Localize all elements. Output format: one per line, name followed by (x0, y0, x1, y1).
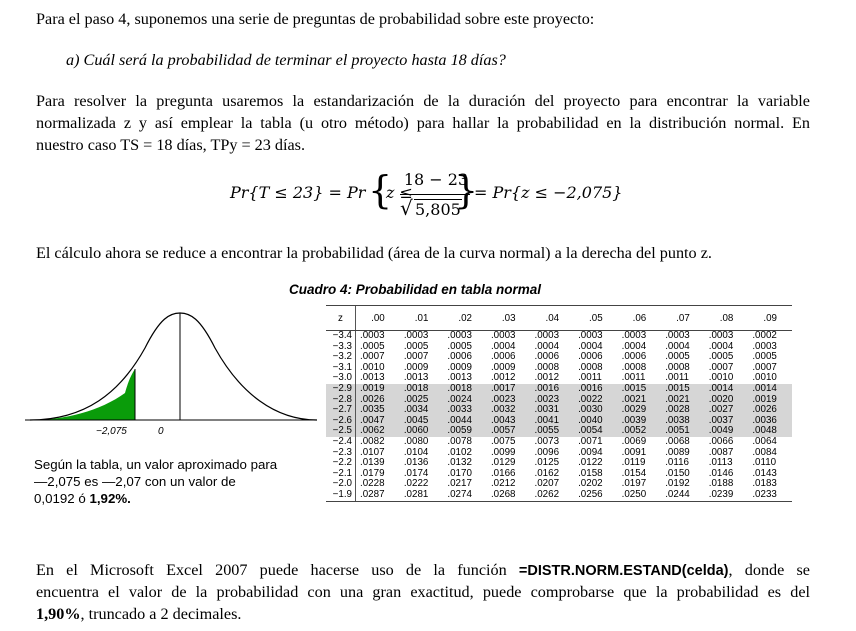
normal-curve-figure (25, 303, 317, 453)
probability-cell: .0015 (618, 384, 662, 395)
table-body (326, 331, 792, 502)
probability-cell: .0012 (534, 372, 560, 384)
probability-cell: .0039 (618, 416, 662, 427)
probability-cell: .0016 (574, 384, 618, 395)
probability-cell: .0010 (752, 372, 777, 384)
para2-text: El cálculo ahora se reduce a encontrar la probabilidad (área de la curva normal) a la derecha del punto z. (36, 244, 712, 262)
para3-line3-rest: , truncado a 2 decimales. (80, 605, 242, 623)
probability-cell: .0007 (708, 361, 734, 373)
note-line3 (34, 490, 277, 507)
probability-cell: .0006 (447, 351, 472, 363)
table-note (34, 456, 277, 507)
probability-cell: .0132 (447, 457, 472, 469)
table-row (326, 490, 792, 501)
left-tail-area (30, 369, 135, 420)
probability-cell: .0003 (665, 330, 690, 341)
probability-cell: .0091 (621, 446, 647, 458)
para3-line3 (36, 603, 241, 626)
probability-cell: .0150 (665, 467, 690, 479)
probability-cell: .0003 (578, 330, 603, 341)
probability-cell: .0037 (705, 416, 749, 427)
probability-cell: .0004 (665, 340, 690, 352)
probability-cell: .0013 (356, 373, 400, 384)
probability-cell: .0003 (447, 330, 472, 341)
probability-cell: .0007 (403, 351, 429, 363)
probability-cell: .0005 (447, 340, 472, 352)
formula-open-brace: { (368, 168, 393, 212)
probability-cell: .0026 (356, 395, 400, 406)
formula-lhs: Pr{T ≤ 23} = Pr (230, 183, 366, 202)
probability-cell: .0008 (578, 361, 603, 373)
probability-cell: .0008 (621, 361, 647, 373)
probability-cell: .0099 (490, 446, 516, 458)
probability-cell: .0207 (534, 478, 560, 490)
probability-cell: .0250 (618, 490, 662, 501)
column-header: .05 (574, 306, 618, 331)
probability-cell: .0040 (574, 416, 618, 427)
excel-result: 1,90% (36, 605, 81, 623)
probability-cell: .0012 (490, 372, 516, 384)
probability-cell: .0158 (578, 467, 603, 479)
probability-cell: .0080 (403, 435, 429, 447)
probability-cell: .0006 (621, 351, 647, 363)
intro-text: Para el paso 4, suponemos una serie de preguntas de probabilidad sobre este proyecto: (36, 10, 595, 28)
probability-cell: .0228 (356, 479, 400, 490)
probability-cell: .0005 (665, 351, 690, 363)
probability-cell: .0057 (487, 426, 531, 437)
z-value-cell: −3.1 (332, 361, 352, 373)
probability-cell: .0036 (748, 416, 792, 427)
probability-cell: .0003 (621, 330, 647, 341)
probability-cell: .0192 (665, 478, 690, 490)
probability-cell: .0268 (487, 490, 531, 501)
z-value-cell: −3.0 (332, 372, 352, 384)
probability-cell: .0014 (705, 384, 749, 395)
column-header: .02 (443, 306, 487, 331)
probability-cell: .0162 (534, 467, 560, 479)
probability-cell: .0129 (490, 457, 516, 469)
probability-formula (230, 168, 650, 228)
probability-cell: .0146 (708, 467, 734, 479)
probability-cell: .0113 (708, 457, 733, 469)
probability-cell: .0023 (487, 395, 531, 406)
probability-cell: .0008 (534, 361, 560, 373)
probability-cell: .0068 (665, 435, 690, 447)
probability-cell: .0082 (356, 437, 400, 448)
probability-cell: .0003 (708, 330, 734, 341)
probability-cell: .0018 (400, 384, 444, 395)
z-value-cell: −3.2 (332, 351, 352, 363)
probability-cell: .0004 (621, 340, 647, 352)
column-header: z (326, 306, 356, 331)
z-value-cell: −2.5 (326, 426, 356, 437)
para3-line1-c: , donde se (728, 561, 810, 579)
probability-cell: .0005 (403, 340, 429, 352)
probability-cell: .0062 (356, 426, 400, 437)
column-header: .03 (487, 306, 531, 331)
bell-curve-line (30, 313, 317, 420)
probability-cell: .0011 (665, 372, 689, 384)
probability-cell: .0023 (531, 395, 575, 406)
probability-cell: .0197 (621, 478, 647, 490)
probability-cell: .0122 (578, 457, 603, 469)
z-value-cell: −2.4 (332, 435, 352, 447)
probability-cell: .0069 (621, 435, 647, 447)
probability-cell: .0003 (534, 330, 560, 341)
probability-cell: .0025 (400, 395, 444, 406)
probability-cell: .0073 (534, 435, 560, 447)
column-header: .00 (356, 306, 400, 331)
z-value-cell: −1.9 (326, 490, 356, 501)
probability-cell: .0020 (705, 395, 749, 406)
probability-cell: .0010 (356, 363, 400, 374)
para1-line2: normalizada z y así emplear la tabla (u otro método) para hallar la probabilidad en la distribución normal. En (36, 114, 810, 132)
probability-cell: .0005 (708, 351, 734, 363)
probability-cell: .0010 (708, 372, 734, 384)
table-row (326, 331, 792, 342)
probability-cell: .0139 (356, 458, 400, 469)
probability-cell: .0038 (661, 416, 705, 427)
probability-cell: .0006 (534, 351, 560, 363)
probability-cell: .0054 (574, 426, 618, 437)
probability-cell: .0087 (708, 446, 734, 458)
probability-cell: .0003 (490, 330, 516, 341)
probability-cell: .0009 (403, 361, 429, 373)
z-value-cell: −3.4 (332, 330, 352, 341)
probability-cell: .0005 (356, 342, 400, 353)
z-value-cell: −2.6 (326, 416, 356, 427)
probability-cell: .0202 (578, 478, 603, 490)
probability-cell: .0104 (403, 446, 429, 458)
column-header: .07 (661, 306, 705, 331)
probability-cell: .0034 (400, 405, 444, 416)
z-value-cell: −2.8 (326, 395, 356, 406)
probability-cell: .0110 (752, 457, 777, 469)
probability-cell: .0017 (487, 384, 531, 395)
probability-cell: .0004 (534, 340, 560, 352)
probability-cell: .0212 (490, 478, 516, 490)
zero-label: 0 (158, 426, 164, 437)
probability-cell: .0075 (490, 435, 516, 447)
probability-cell: .0007 (356, 352, 400, 363)
probability-cell: .0078 (447, 435, 472, 447)
probability-cell: .0004 (708, 340, 734, 352)
table-header-row (326, 306, 792, 331)
probability-cell: .0094 (578, 446, 603, 458)
probability-cell: .0047 (356, 416, 400, 427)
probability-cell: .0166 (490, 467, 516, 479)
probability-cell: .0059 (443, 426, 487, 437)
probability-cell: .0035 (356, 405, 400, 416)
probability-cell: .0287 (356, 490, 400, 501)
probability-cell: .0089 (665, 446, 690, 458)
column-header: .04 (531, 306, 575, 331)
column-header: .09 (748, 306, 792, 331)
probability-cell: .0009 (447, 361, 472, 373)
probability-cell: .0032 (487, 405, 531, 416)
probability-cell: .0244 (661, 490, 705, 501)
probability-cell: .0064 (752, 435, 777, 447)
probability-cell: .0052 (618, 426, 662, 437)
probability-cell: .0013 (403, 372, 429, 384)
probability-cell: .0125 (534, 457, 560, 469)
probability-cell: .0222 (403, 478, 429, 490)
formula-rhs: = Pr{z ≤ −2,075} (474, 183, 623, 202)
probability-cell: .0188 (708, 478, 734, 490)
note-line3-percent: 1,92%. (89, 491, 131, 506)
table-row (326, 437, 792, 448)
column-header: .01 (400, 306, 444, 331)
probability-cell: .0007 (752, 361, 777, 373)
probability-cell: .0084 (752, 446, 777, 458)
probability-cell: .0031 (531, 405, 575, 416)
probability-cell: .0183 (752, 478, 777, 490)
sqrt-icon: √ (400, 196, 413, 220)
para3-line1 (36, 559, 810, 583)
probability-cell: .0154 (621, 467, 647, 479)
column-header: .06 (618, 306, 662, 331)
probability-cell: .0274 (443, 490, 487, 501)
probability-cell: .0107 (356, 448, 400, 459)
probability-cell: .0045 (400, 416, 444, 427)
note-line3-value: 0,0192 ó (34, 491, 90, 506)
probability-cell: .0033 (443, 405, 487, 416)
probability-cell: .0024 (443, 395, 487, 406)
probability-cell: .0029 (618, 405, 662, 416)
probability-cell: .0136 (403, 457, 429, 469)
formula-denominator: 5,805 (415, 200, 461, 219)
probability-cell: .0239 (705, 490, 749, 501)
probability-cell: .0119 (621, 457, 646, 469)
probability-cell: .0011 (578, 372, 602, 384)
probability-cell: .0021 (618, 395, 662, 406)
probability-cell: .0004 (578, 340, 603, 352)
para1-line1: Para resolver la pregunta usaremos la estandarización de la duración del proyecto para encontrar la variable (36, 92, 810, 110)
probability-cell: .0027 (705, 405, 749, 416)
probability-cell: .0019 (748, 395, 792, 406)
probability-cell: .0055 (531, 426, 575, 437)
probability-cell: .0003 (752, 340, 777, 352)
table-row (326, 384, 792, 395)
probability-cell: .0004 (490, 340, 516, 352)
para1-line3: nuestro caso TS = 18 días, TPy = 23 días. (36, 136, 306, 154)
probability-cell: .0116 (665, 457, 689, 469)
z-value-cell: −3.3 (332, 340, 352, 352)
probability-cell: .0009 (490, 361, 516, 373)
probability-cell: .0018 (443, 384, 487, 395)
note-line1: Según la tabla, un valor aproximado para (34, 457, 278, 472)
probability-cell: .0015 (661, 384, 705, 395)
excel-function: =DISTR.NORM.ESTAND(celda) (518, 563, 729, 579)
probability-cell: .0019 (356, 384, 400, 395)
probability-cell: .0233 (748, 490, 792, 501)
table-title: Cuadro 4: Probabilidad en tabla normal (289, 282, 542, 297)
z-value-cell: −2.7 (326, 405, 356, 416)
z-value-cell: −2.0 (332, 478, 352, 490)
note-line2: —2,075 es —2,07 con un valor de (34, 474, 236, 489)
probability-cell: .0071 (578, 435, 603, 447)
probability-cell: .0030 (574, 405, 618, 416)
probability-cell: .0256 (574, 490, 618, 501)
probability-cell: .0016 (531, 384, 575, 395)
probability-cell: .0060 (400, 426, 444, 437)
probability-cell: .0066 (708, 435, 734, 447)
probability-cell: .0041 (531, 416, 575, 427)
z-value-cell: −2.9 (326, 384, 356, 395)
probability-cell: .0008 (665, 361, 690, 373)
z-label: −2,075 (96, 426, 127, 437)
probability-cell: .0028 (661, 405, 705, 416)
z-value-cell: −2.3 (332, 446, 352, 458)
probability-cell: .0003 (356, 331, 400, 342)
probability-cell: .0143 (752, 467, 777, 479)
probability-cell: .0281 (400, 490, 444, 501)
probability-cell: .0170 (447, 467, 472, 479)
probability-cell: .0096 (534, 446, 560, 458)
probability-cell: .0013 (447, 372, 472, 384)
probability-cell: .0021 (661, 395, 705, 406)
probability-cell: .0049 (705, 426, 749, 437)
probability-cell: .0005 (752, 351, 777, 363)
probability-cell: .0022 (574, 395, 618, 406)
formula-z: z ≤ (386, 183, 413, 202)
probability-cell: .0262 (531, 490, 575, 501)
formula-close-brace: } (454, 168, 479, 212)
formula-numerator: 18 − 23 (403, 170, 469, 189)
probability-cell: .0002 (752, 330, 777, 341)
probability-cell: .0043 (487, 416, 531, 427)
probability-cell: .0102 (447, 446, 472, 458)
probability-cell: .0051 (661, 426, 705, 437)
probability-cell: .0174 (403, 467, 429, 479)
probability-cell: .0026 (748, 405, 792, 416)
z-value-cell: −2.2 (332, 457, 352, 469)
probability-cell: .0044 (443, 416, 487, 427)
question-a: a) Cuál será la probabilidad de terminar el proyecto hasta 18 días? (66, 51, 506, 69)
column-header: .08 (705, 306, 749, 331)
probability-cell: .0006 (578, 351, 603, 363)
probability-cell: .0006 (490, 351, 516, 363)
probability-cell: .0003 (403, 330, 429, 341)
para3-line1-a: En el Microsoft Excel 2007 puede hacerse uso de la función (36, 561, 519, 579)
probability-cell: .0048 (748, 426, 792, 437)
probability-cell: .0217 (447, 478, 472, 490)
probability-cell: .0011 (621, 372, 646, 384)
z-value-cell: −2.1 (332, 467, 352, 479)
probability-cell: .0179 (356, 469, 400, 480)
para3-line2: encuentra el valor de la probabilidad con una gran exactitud, puede comprobarse que la probabilidad es del (36, 583, 810, 601)
probability-cell: .0014 (748, 384, 792, 395)
normal-probability-table (326, 305, 792, 502)
